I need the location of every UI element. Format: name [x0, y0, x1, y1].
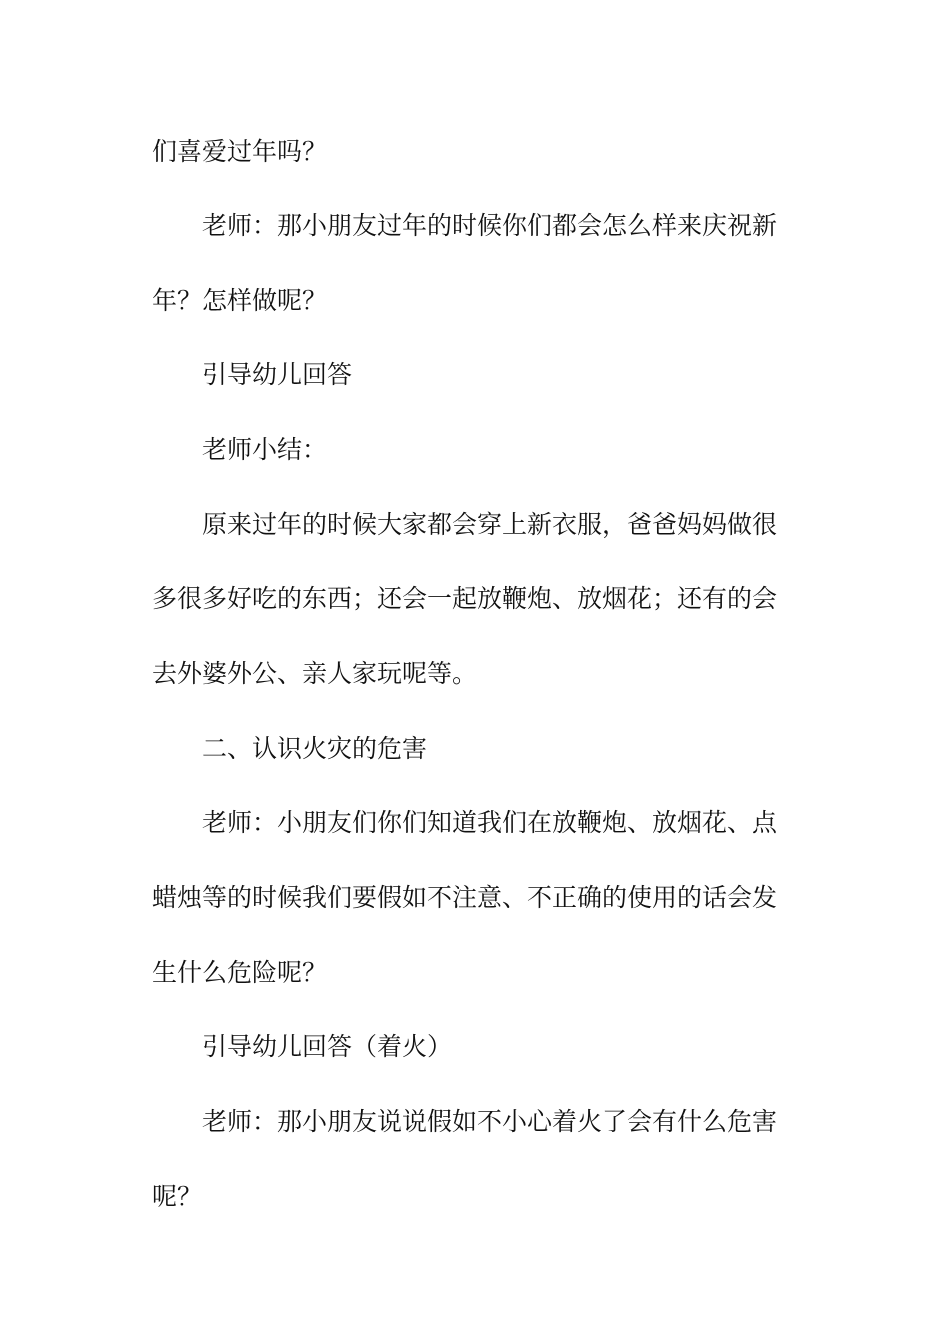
text-line: 老师：那小朋友说说假如不小心着火了会有什么危害 — [202, 1107, 778, 1136]
text-line: 去外婆外公、亲人家玩呢等。 — [152, 659, 478, 688]
text-line: 引导幼儿回答 — [202, 360, 353, 389]
text-line: 生什么危险呢？ — [152, 958, 328, 987]
text-line: 蜡烛等的时候我们要假如不注意、不正确的使用的话会发 — [152, 883, 778, 912]
text-line: 老师小结： — [202, 435, 328, 464]
section-heading: 二、认识火灾的危害 — [202, 734, 428, 763]
text-line: 原来过年的时候大家都会穿上新衣服，爸爸妈妈做很 — [202, 510, 778, 539]
text-line: 引导幼儿回答（着火） — [202, 1032, 453, 1061]
text-line: 呢？ — [152, 1182, 203, 1211]
text-line: 老师：小朋友们你们知道我们在放鞭炮、放烟花、点 — [202, 808, 778, 837]
text-line: 年？怎样做呢？ — [152, 286, 328, 315]
text-line: 们喜爱过年吗？ — [152, 137, 328, 166]
text-line: 老师：那小朋友过年的时候你们都会怎么样来庆祝新 — [202, 211, 778, 240]
text-line: 多很多好吃的东西；还会一起放鞭炮、放烟花；还有的会 — [152, 584, 778, 613]
